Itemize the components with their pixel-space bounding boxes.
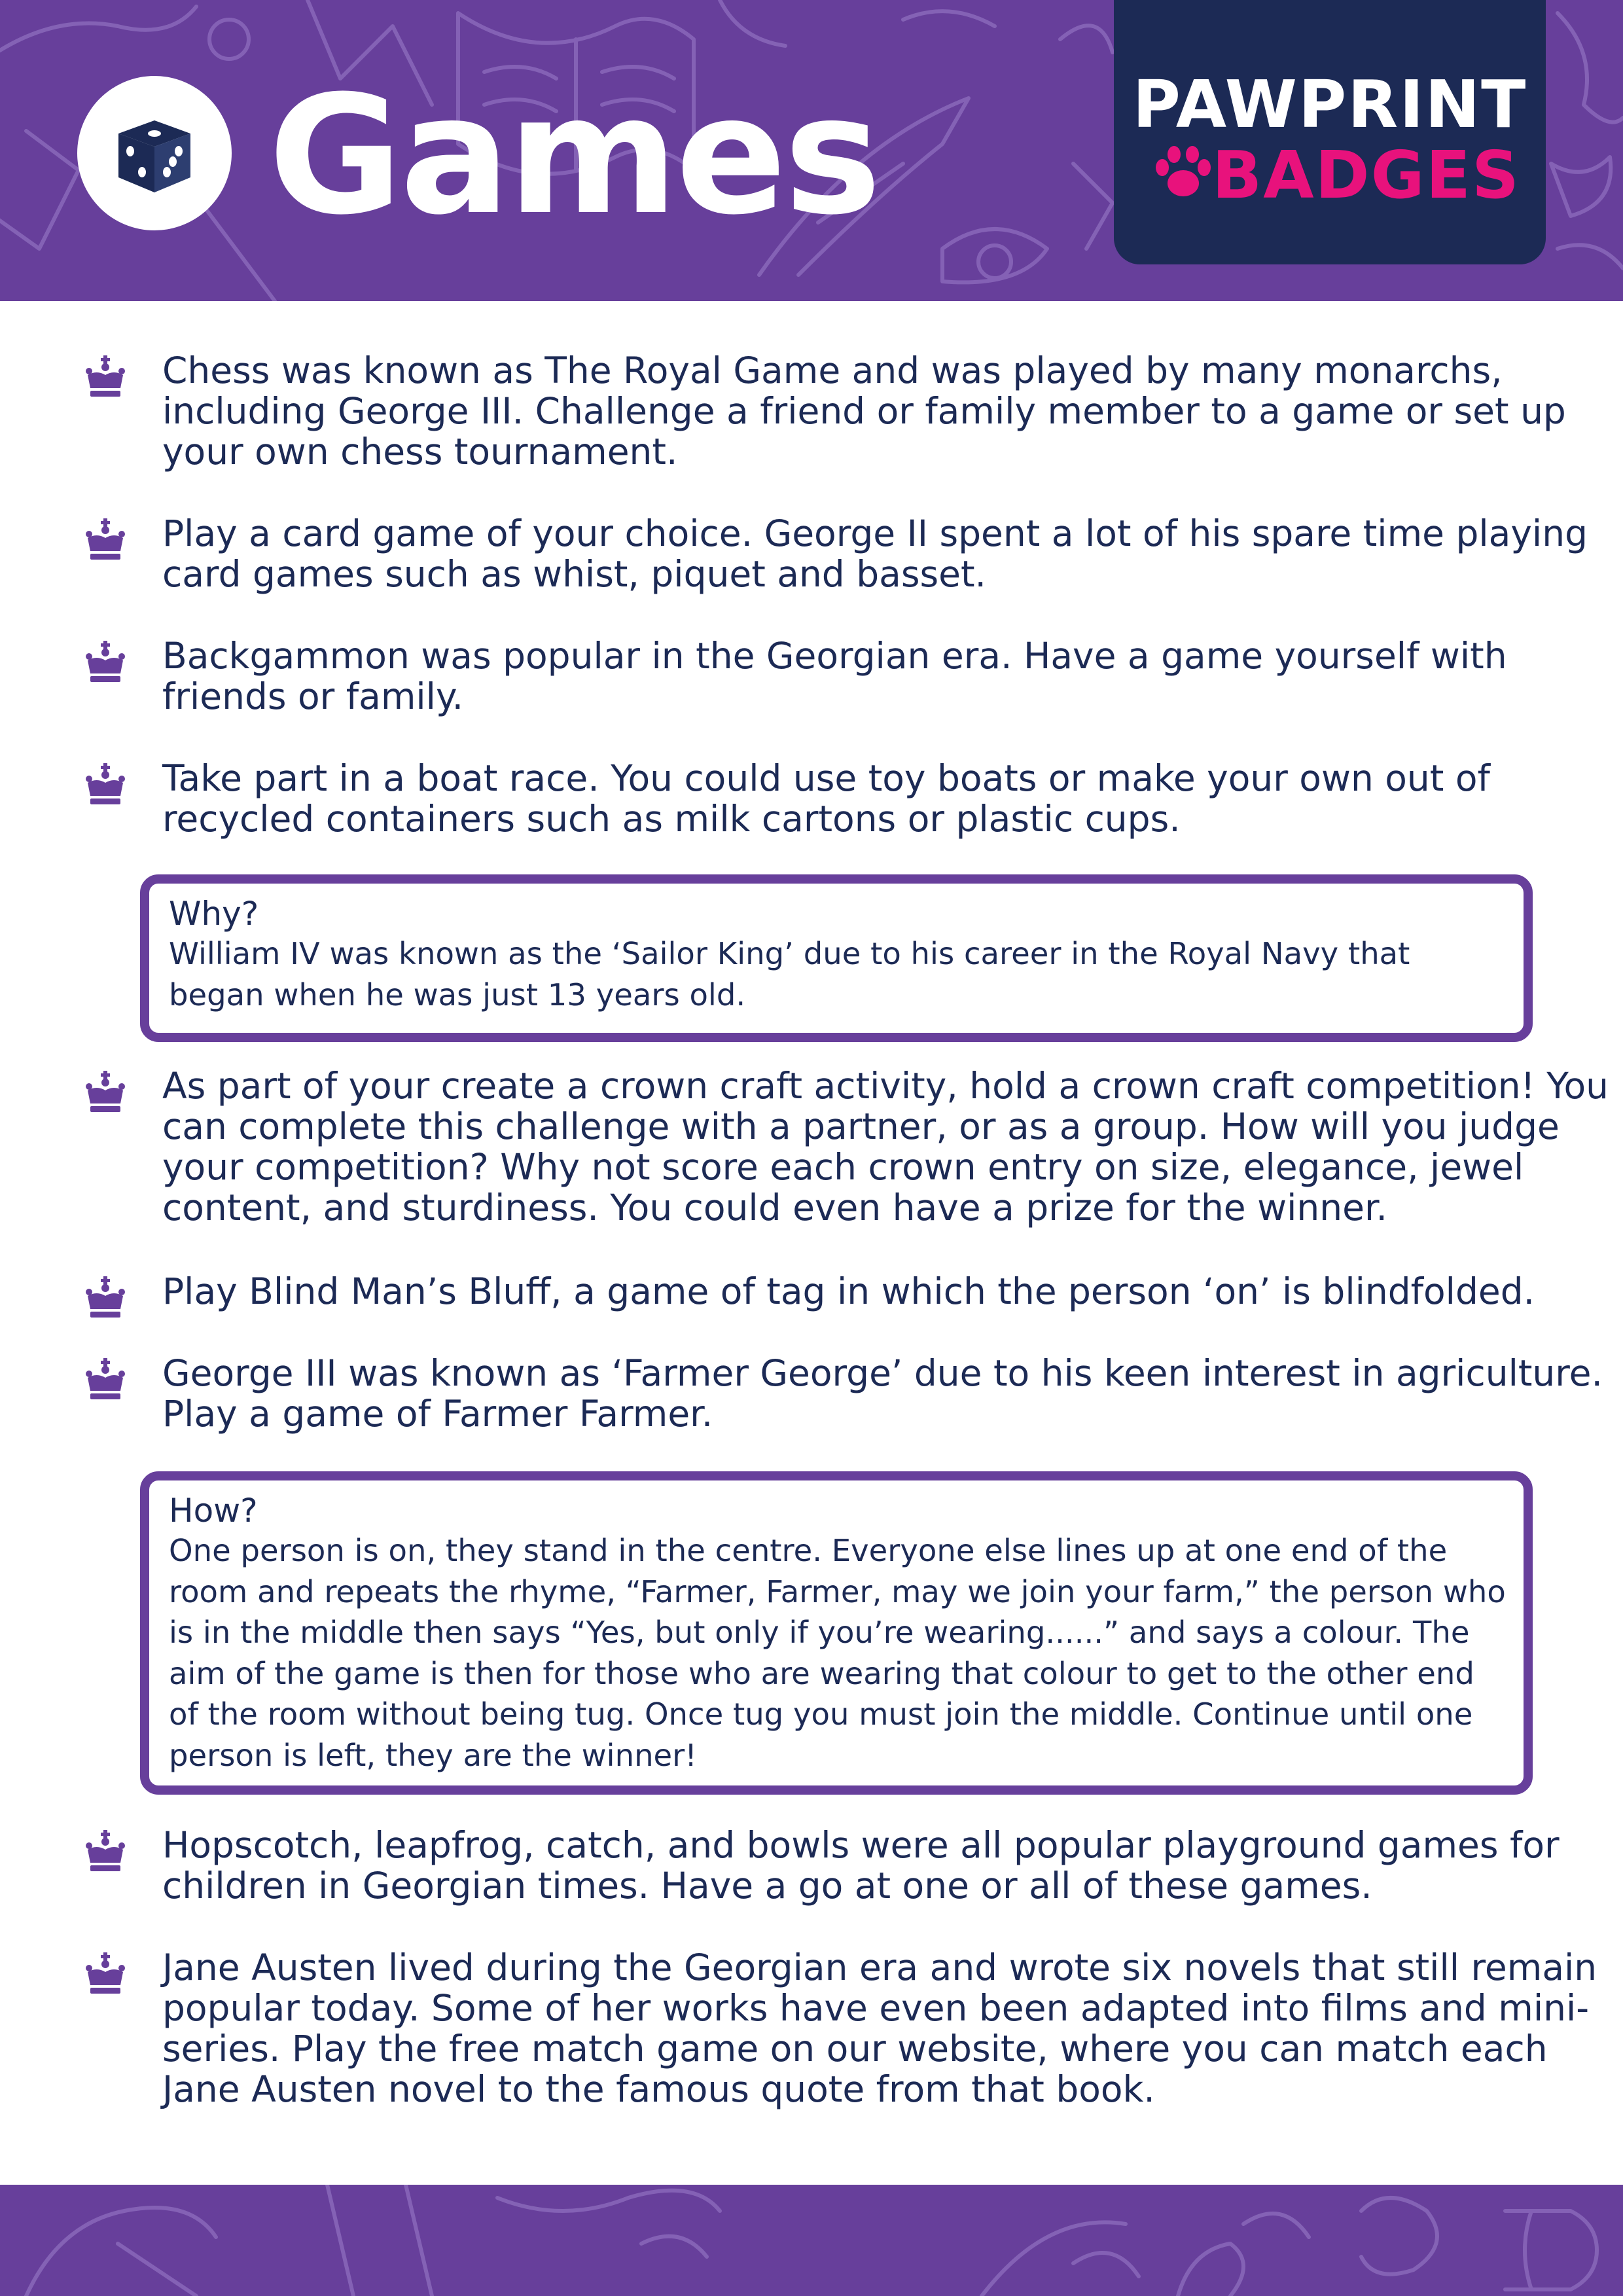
list-item-text: As part of your create a crown craft activity, hold a crown craft competition! You can complete this challenge with a partner, or as a group. How will you judge your competition? Why not score each crown entry on size, elegance, jewel content, and sturdiness. You could even have a prize for the winner.	[162, 1065, 1609, 1229]
list-item-text: Backgammon was popular in the Georgian era. Have a game yourself with friends or family.	[162, 635, 1507, 717]
crown-icon	[85, 1358, 126, 1400]
die-icon-badge	[77, 76, 232, 230]
paw-icon	[1153, 145, 1213, 200]
list-item-text: George III was known as ‘Farmer George’ due to his keen interest in agriculture. Play a game of Farmer Farmer.	[162, 1352, 1603, 1435]
page-title: Games	[268, 60, 879, 251]
crown-icon	[85, 763, 126, 805]
why-info-box	[140, 874, 1533, 1042]
crown-icon	[85, 1071, 126, 1113]
list-item-text: Chess was known as The Royal Game and was played by many monarchs, including George III. Challenge a friend or family member to a game or set up your own chess tournament.	[162, 350, 1566, 473]
header-banner	[0, 0, 1623, 301]
how-box-body: One person is on, they stand in the centre. Everyone else lines up at one end of the room and repeats the rhyme, “Farmer, Farmer, may we join your farm,” the person who is in the middle then says “Yes, but only if you’re wearing......” and says a colour. The aim of the game is then for those who are wearing that colour to get to the other end of the room without being tug. Once tug you must join the middle. Continue until one person is left, they are the winner!	[169, 1533, 1506, 1773]
list-item-text: Jane Austen lived during the Georgian era and wrote six novels that still remain popular today. Some of her works have even been adapted into films and mini-series. Play the free match game on our website, where you can match each Jane Austen novel to the famous quote from that book.	[162, 1946, 1597, 2110]
crown-icon	[85, 1952, 126, 1994]
pawprint-badges-logo	[1114, 0, 1546, 264]
list-item-text: Hopscotch, leapfrog, catch, and bowls were all popular playground games for children in Georgian times. Have a go at one or all of these games.	[162, 1824, 1560, 1907]
logo-line2: BADGES	[1212, 137, 1521, 213]
why-box-body: William IV was known as the ‘Sailor King’ due to his career in the Royal Navy that began when he was just 13 years old.	[169, 936, 1410, 1013]
crown-icon	[85, 641, 126, 683]
list-item-text: Play a card game of your choice. George II spent a lot of his spare time playing card games such as whist, piquet and basset.	[162, 512, 1588, 595]
doodle-background	[0, 2185, 1623, 2296]
die-icon	[105, 104, 204, 202]
footer-banner	[0, 2185, 1623, 2296]
how-box-heading: How?	[169, 1492, 258, 1530]
logo-line1: PAWPRINT	[1132, 66, 1527, 143]
crown-icon	[85, 355, 126, 397]
crown-icon	[85, 518, 126, 560]
why-box-heading: Why?	[169, 895, 259, 933]
crown-icon	[85, 1276, 126, 1318]
how-info-box	[140, 1471, 1533, 1795]
list-item-text: Take part in a boat race. You could use toy boats or make your own out of recycled containers such as milk cartons or plastic cups.	[162, 757, 1490, 840]
list-item-text: Play Blind Man’s Bluff, a game of tag in which the person ‘on’ is blindfolded.	[162, 1270, 1535, 1312]
crown-icon	[85, 1830, 126, 1872]
